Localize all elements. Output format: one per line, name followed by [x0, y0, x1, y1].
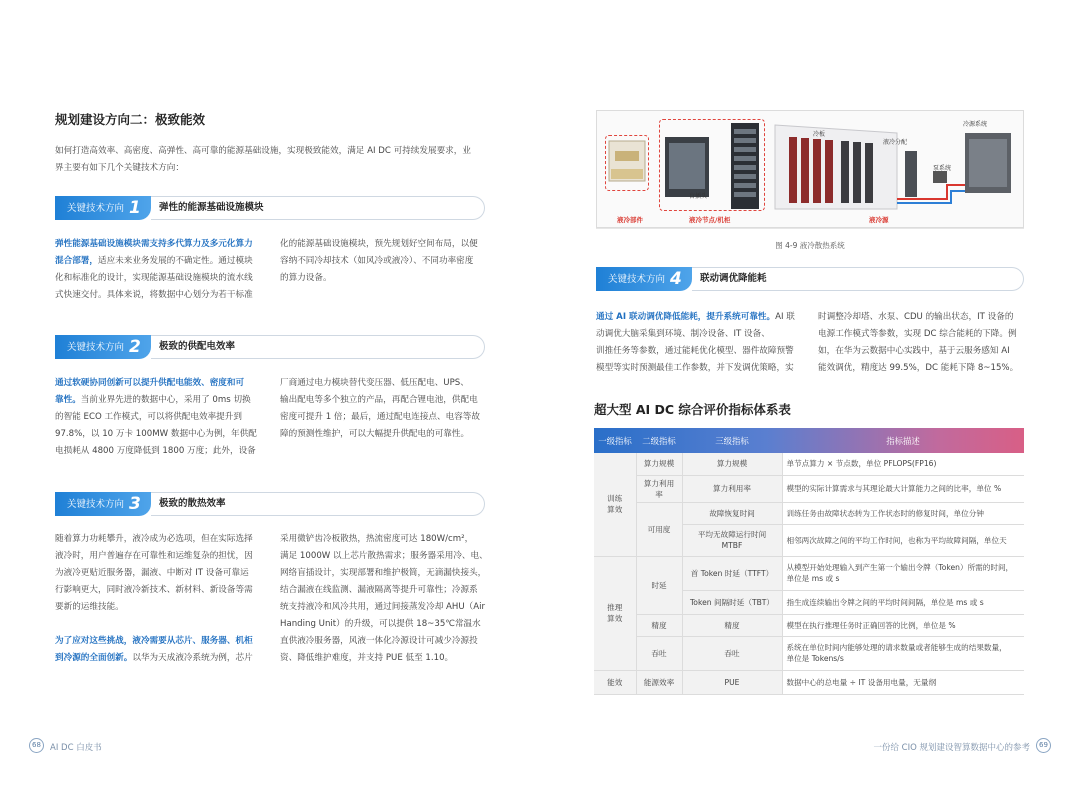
body-text: 化和标准化的设计，实现能源基础设施模块的流水线 — [55, 273, 253, 283]
body-text: 动调优大脑采集到环境、制冷设备、IT 设备、 — [596, 329, 770, 339]
key-direction-title: 弹性的能源基础设施模块 — [159, 202, 264, 213]
level1-cell: 能效 — [594, 671, 636, 695]
text-line — [55, 633, 267, 650]
kd1-column-1 — [55, 236, 267, 304]
body-text: 电损耗从 4800 万度降低到 1800 万度；此外，设备 — [55, 446, 256, 456]
room-rack — [813, 139, 821, 203]
description-cell: 系统在单位时间内能够处理的请求数量或者能够生成的结果数量， 单位是 Tokens/s — [782, 636, 1024, 670]
text-line: 输出配电等多个独立的产品，再配合锂电池，供配电 — [280, 395, 478, 405]
text-line: 结合漏液在线监测、漏液隔离等提升可靠性；冷源系 — [280, 585, 478, 595]
level3-cell: 平均无故障运行时间 MTBF — [682, 524, 782, 556]
table-header-row — [594, 428, 1024, 453]
key-direction-badge — [596, 267, 692, 291]
text-line: 容纳不同冷却技术（如风冷或液冷）、不同功率密度 — [280, 256, 474, 266]
highlight-text: 混合部署， — [55, 256, 98, 266]
figure-caption: 图 4-9 液冷散热系统 — [775, 241, 845, 250]
body-text: 适应未来业务发展的不确定性。通过模块 — [97, 256, 253, 266]
cdu-shape — [905, 151, 917, 197]
header-cell: 三级指标 — [715, 435, 749, 446]
level2-cell: 算力利用率 — [636, 475, 682, 502]
text-line: 网络盲插设计，实现部署和维护极简，无滴漏快接头， — [280, 568, 487, 578]
label-cooling-system: 冷源系统 — [963, 121, 988, 128]
level2-cell: 时延 — [636, 556, 682, 614]
description-cell: 训练任务由故障状态转为工作状态时的修复时间，单位分钟 — [782, 502, 1024, 524]
left-page-number: 68 — [29, 738, 44, 753]
kd3-column-1 — [55, 531, 267, 667]
header-cell: 二级指标 — [642, 435, 676, 446]
table-row — [594, 671, 1024, 695]
highlight-text: 靠性。 — [55, 395, 81, 405]
text-line: 障的预测性维护，可以大幅提升供配电的可靠性。 — [280, 429, 470, 439]
text-line — [55, 392, 267, 409]
key-direction-badge — [55, 492, 151, 516]
highlight-text: 通过 AI 联动调优降低能耗，提升系统可靠性。 — [596, 312, 776, 322]
badge-prefix: 关键技术方向 — [67, 499, 125, 510]
level2-cell: 能源效率 — [636, 671, 682, 695]
key-direction-2-banner — [55, 335, 485, 359]
body-text: 的智能 ECO 工作模式，可以将供配电效率提升到 — [55, 412, 242, 422]
text-line — [55, 236, 267, 253]
key-direction-badge — [55, 335, 151, 359]
text-line: 直供液冷服务器，风液一体化冷源设计可减少冷源投 — [280, 636, 478, 646]
badge-prefix: 关键技术方向 — [608, 274, 666, 285]
text-line — [596, 309, 808, 326]
zone-label-rack: 液冷节点/机柜 — [689, 216, 731, 224]
kd2-column-2 — [280, 375, 492, 443]
right-page-number: 69 — [1036, 738, 1051, 753]
room-rack — [841, 141, 849, 203]
level2-cell: 精度 — [636, 614, 682, 636]
body-text: 式快速交付。具体来说，将数据中心划分为若干标准 — [55, 290, 253, 300]
label-pump-system: 泵系统 — [933, 165, 952, 172]
kd4-column-1 — [596, 309, 808, 377]
cooling-tower-grille — [969, 139, 1007, 187]
table-title: 超大型 AI DC 综合评价指标体系表 — [594, 402, 791, 417]
liquid-cooling-diagram — [596, 110, 1024, 228]
level1-cell: 推理 算效 — [594, 556, 636, 671]
text-line: 随着算力功耗攀升，液冷成为必选项，但在实际选择 — [55, 534, 253, 544]
room-rack — [789, 137, 797, 203]
highlight-text: 为了应对这些挑战，液冷需要从芯片、服务器、机柜 — [55, 636, 253, 646]
text-line: 统支持液冷和风冷共用，通过间接蒸发冷却 AHU（Air — [280, 602, 486, 612]
intro-line: 界主要有如下几个关键技术方向： — [55, 163, 184, 173]
description-cell: 指生成连续输出令牌之间的平均时间间隔，单位是 ms 或 s — [782, 590, 1024, 614]
body-text: AI 联 — [775, 312, 795, 322]
header-cell: 指标描述 — [886, 435, 920, 446]
text-line: 电源工作模式等参数，实现 DC 综合能耗的下降。例 — [818, 329, 1017, 339]
badge-number: 4 — [670, 269, 682, 289]
key-direction-title: 联动调优降能耗 — [700, 273, 767, 284]
key-direction-3-banner — [55, 492, 485, 516]
badge-number: 3 — [129, 494, 141, 514]
table-row — [594, 475, 1024, 502]
body-text: 模型等实时预测最佳工作参数，并下发调优策略，实 — [596, 363, 794, 373]
text-line: 厂商通过电力模块替代变压器、低压配电、UPS、 — [280, 378, 469, 388]
text-line: 时调整冷却塔、水泵、CDU 的输出状态，IT 设备的 — [818, 312, 1014, 322]
zone-label-source: 液冷源 — [869, 216, 889, 224]
level2-cell: 可用度 — [636, 502, 682, 556]
badge-number: 1 — [129, 198, 141, 218]
text-line: Handing Unit）的升级，可以提供 18~35℃常温水 — [280, 619, 481, 629]
highlight-text: 弹性能源基础设施模块需支持多代算力及多元化算力 — [55, 239, 253, 249]
room-rack — [853, 142, 861, 203]
zone-rack-outline — [659, 119, 765, 211]
room-rack — [865, 143, 873, 203]
description-cell: 模型的实际计算需求与其理论最大计算能力之间的比率，单位 % — [782, 475, 1024, 502]
description-cell: 从模型开始处理输入到产生第一个输出令牌（Token）所需的时间， 单位是 ms 或 s — [782, 556, 1024, 590]
description-cell: 模型在执行推理任务时正确回答的比例，单位是 % — [782, 614, 1024, 636]
description-cell: 数据中心的总电量 ÷ IT 设备用电量，无量纲 — [782, 671, 1024, 695]
text-line — [596, 360, 808, 377]
level2-cell: 算力规模 — [636, 453, 682, 475]
highlight-text: 到冷源的全面创新。 — [55, 653, 133, 663]
badge-prefix: 关键技术方向 — [67, 203, 125, 214]
level3-cell: Token 间隔时延（TBT） — [682, 590, 782, 614]
key-direction-title: 极致的散热效率 — [159, 498, 226, 509]
body-text: 97.8%，以 10 万卡 100MW 数据中心为例，年供配 — [55, 429, 257, 439]
text-line — [596, 343, 808, 360]
level3-cell: 故障恢复时间 — [682, 502, 782, 524]
text-line — [55, 443, 267, 460]
metrics-table — [594, 428, 1024, 695]
key-direction-title: 极致的供配电效率 — [159, 341, 236, 352]
level1-cell: 训练 算效 — [594, 453, 636, 556]
level2-cell: 吞吐 — [636, 636, 682, 670]
text-line: 如，在华为云数据中心实践中，基于云服务感知 AI — [818, 346, 1010, 356]
text-line: 能效调优，精度达 99.5%，DC 能耗下降 8~15%。 — [818, 363, 1019, 373]
text-line: 为液冷更贴近服务器，漏液、中断对 IT 设备可靠运 — [55, 568, 249, 578]
text-line — [55, 270, 267, 287]
text-line — [55, 409, 267, 426]
section-heading: 规划建设方向二：极致能效 — [55, 112, 206, 127]
kd1-column-2 — [280, 236, 492, 287]
table-row — [594, 556, 1024, 590]
level3-cell: 吞吐 — [682, 636, 782, 670]
intro-line: 如何打造高效率、高密度、高弹性、高可靠的能源基础设施，实现极致能效，满足 AI DC 可持续发展要求，业 — [55, 146, 471, 156]
body-text: 训推任务等参数，通过能耗优化模型、器件故障预警 — [596, 346, 794, 356]
table-row — [594, 453, 1024, 475]
intro-paragraph — [55, 143, 495, 177]
kd2-column-1 — [55, 375, 267, 460]
table-row — [594, 502, 1024, 524]
kd3-column-2 — [280, 531, 492, 667]
text-line: 的算力设备。 — [280, 273, 332, 283]
text-line: 液冷时，用户普遍存在可靠性和运维复杂的担忧，因 — [55, 551, 253, 561]
text-line — [55, 375, 267, 392]
level3-cell: 算力利用率 — [682, 475, 782, 502]
table-row — [594, 614, 1024, 636]
label-cold-plate: 冷板 — [813, 131, 826, 138]
left-footer-title: AI DC 白皮书 — [50, 743, 102, 753]
zone-label-parts: 液冷部件 — [617, 216, 643, 224]
text-line: 采用微铲齿冷板散热，热流密度可达 180W/cm²， — [280, 534, 474, 544]
key-direction-badge — [55, 196, 151, 220]
level3-cell: PUE — [682, 671, 782, 695]
text-line: 化的能源基础设施模块，预先规划好空间布局，以便 — [280, 239, 478, 249]
text-line: 要新的运维技能。 — [55, 602, 124, 612]
key-direction-1-banner — [55, 196, 485, 220]
description-cell: 相邻两次故障之间的平均工作时间，也称为平均故障间隔，单位天 — [782, 524, 1024, 556]
description-cell: 单节点算力 × 节点数，单位 PFLOPS(FP16) — [782, 453, 1024, 475]
text-line: 密度可提升 1 倍；最后，通过配电连接点、电容等故 — [280, 412, 480, 422]
text-line — [55, 650, 267, 667]
kd4-column-2 — [818, 309, 1030, 377]
right-footer-title: 一份给 CIO 规划建设智算数据中心的参考 — [873, 743, 1030, 753]
text-line — [55, 287, 267, 304]
level3-cell: 首 Token 时延（TTFT） — [682, 556, 782, 590]
badge-number: 2 — [129, 337, 141, 357]
body-text: 当前业界先进的数据中心，采用了 0ms 切换 — [80, 395, 251, 405]
label-liquid-distribution: 液冷分配 — [883, 139, 908, 146]
room-rack — [825, 140, 833, 203]
text-line: 满足 1000W 以上芯片散热需求；服务器采用冷、电、 — [280, 551, 488, 561]
text-line — [55, 426, 267, 443]
text-line — [596, 326, 808, 343]
badge-prefix: 关键技术方向 — [67, 342, 125, 353]
body-text: 以华为天成液冷系统为例，芯片 — [132, 653, 253, 663]
zone-parts-outline — [605, 135, 649, 191]
text-line — [55, 253, 267, 270]
header-cell: 一级指标 — [598, 435, 632, 446]
text-line: 行影响更大，同时液冷新技术、新材料、新设备等需 — [55, 585, 253, 595]
pump-shape — [933, 171, 947, 183]
level3-cell: 算力规模 — [682, 453, 782, 475]
text-line: 资、降低维护难度，并支持 PUE 低至 1.10。 — [280, 653, 454, 663]
spacer — [55, 616, 267, 633]
table-row — [594, 636, 1024, 670]
level3-cell: 精度 — [682, 614, 782, 636]
room-rack — [801, 138, 809, 203]
highlight-text: 通过软硬协同创新可以提升供配电能效、密度和可 — [55, 378, 245, 388]
key-direction-4-banner — [596, 267, 1024, 291]
label-manifold: 盲插头 — [689, 193, 708, 200]
